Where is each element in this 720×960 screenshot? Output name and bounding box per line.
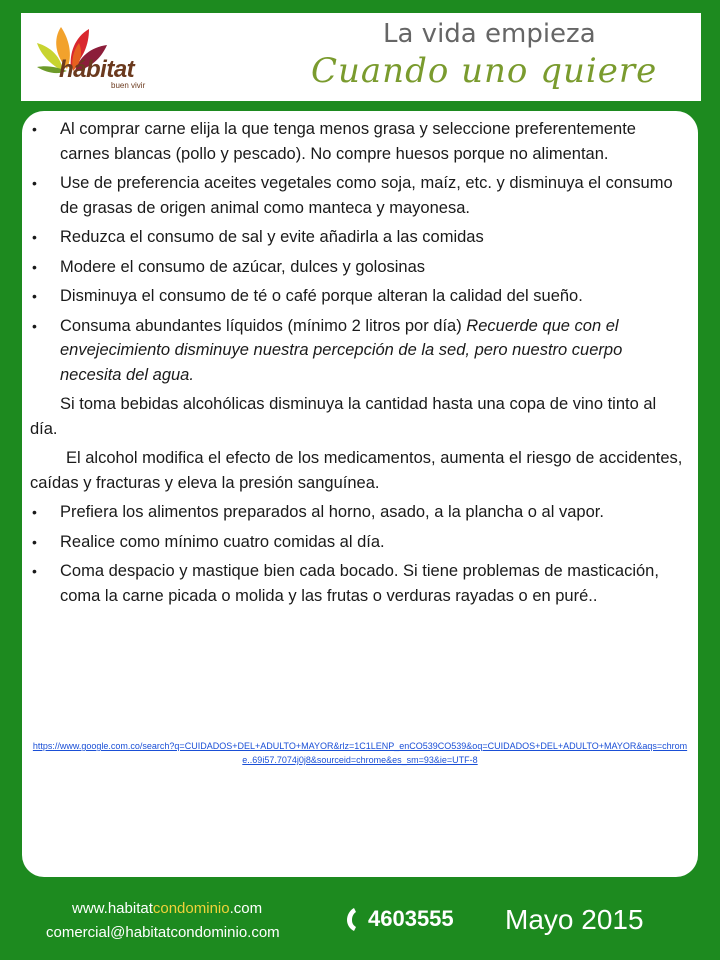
header-banner bbox=[21, 13, 701, 101]
bullet-list-a bbox=[30, 117, 688, 387]
bullet-icon: • bbox=[32, 175, 37, 191]
logo-subtext: buen vivir bbox=[111, 81, 146, 90]
list-item: • Modere el consumo de azúcar, dulces y golosinas bbox=[30, 255, 688, 280]
list-item: • Realice como mínimo cuatro comidas al día. bbox=[30, 530, 688, 555]
logo-wordmark: hábitat bbox=[59, 56, 135, 83]
bullet-icon: • bbox=[32, 121, 37, 137]
list-item: • Reduzca el consumo de sal y evite añadirla a las comidas bbox=[30, 225, 688, 250]
alcohol-paragraph-1: Si toma bebidas alcohólicas disminuya la cantidad hasta una copa de vino tinto al día. bbox=[30, 395, 657, 438]
source-link[interactable]: https://www.google.com.co/search?q=CUIDADOS+DEL+ADULTO+MAYOR&rlz=1C1LENP_enCO539CO539&oq=CUIDADOS+DEL+ADULTO+MAYOR&aqs=chrome..69i57.7074j0j8&sourceid=chrome&es_sm=93&ie=UTF-8 bbox=[32, 741, 688, 765]
list-item: • Al comprar carne elija la que tenga menos grasa y seleccione preferentemente carnes blancas (pollo y pescado). No compre huesos porque no alimentan. bbox=[30, 117, 688, 166]
bullet-icon: • bbox=[32, 229, 37, 245]
bullet-icon: • bbox=[32, 317, 37, 334]
tagline-line-1: La vida empieza bbox=[383, 19, 596, 49]
footer-website[interactable]: www.habitatcondominio.com bbox=[72, 900, 263, 917]
list-item: • Disminuya el consumo de té o café porque alteran la calidad del sueño. bbox=[30, 284, 688, 309]
bullet-icon: • bbox=[32, 504, 37, 520]
footer-date: Mayo 2015 bbox=[505, 904, 644, 935]
bullet-icon: • bbox=[32, 288, 37, 304]
bullet-list-b bbox=[30, 500, 688, 608]
tagline-line-2: Cuando uno quiere bbox=[311, 51, 658, 91]
content-card bbox=[22, 111, 698, 877]
alcohol-paragraph-2: El alcohol modifica el efecto de los medicamentos, aumenta el riesgo de accidentes, caídas y fracturas y eleva la presión sanguínea. bbox=[30, 449, 683, 492]
footer-email[interactable]: comercial@habitatcondominio.com bbox=[46, 924, 280, 941]
bullet-icon: • bbox=[32, 563, 37, 579]
list-item: • Use de preferencia aceites vegetales como soja, maíz, etc. y disminuya el consumo de grasas de origen animal como manteca y mayonesa. bbox=[30, 171, 688, 220]
list-item-liquids: • Consuma abundantes líquidos (mínimo 2 litros por día) Recuerde que con el envejecimiento disminuye nuestra percepción de la sed, pero nuestro cuerpo necesita del agua. bbox=[30, 314, 688, 388]
phone-icon bbox=[344, 906, 360, 932]
bullet-icon: • bbox=[32, 258, 37, 275]
footer-phone: 4603555 bbox=[368, 906, 454, 931]
list-item: • Prefiera los alimentos preparados al horno, asado, a la plancha o al vapor. bbox=[30, 500, 688, 525]
bullet-icon: • bbox=[32, 533, 37, 550]
list-item: • Coma despacio y mastique bien cada bocado. Si tiene problemas de masticación, coma la carne picada o molida y las frutas o verduras rayadas o en puré.. bbox=[30, 559, 688, 608]
advice-text bbox=[30, 117, 688, 613]
